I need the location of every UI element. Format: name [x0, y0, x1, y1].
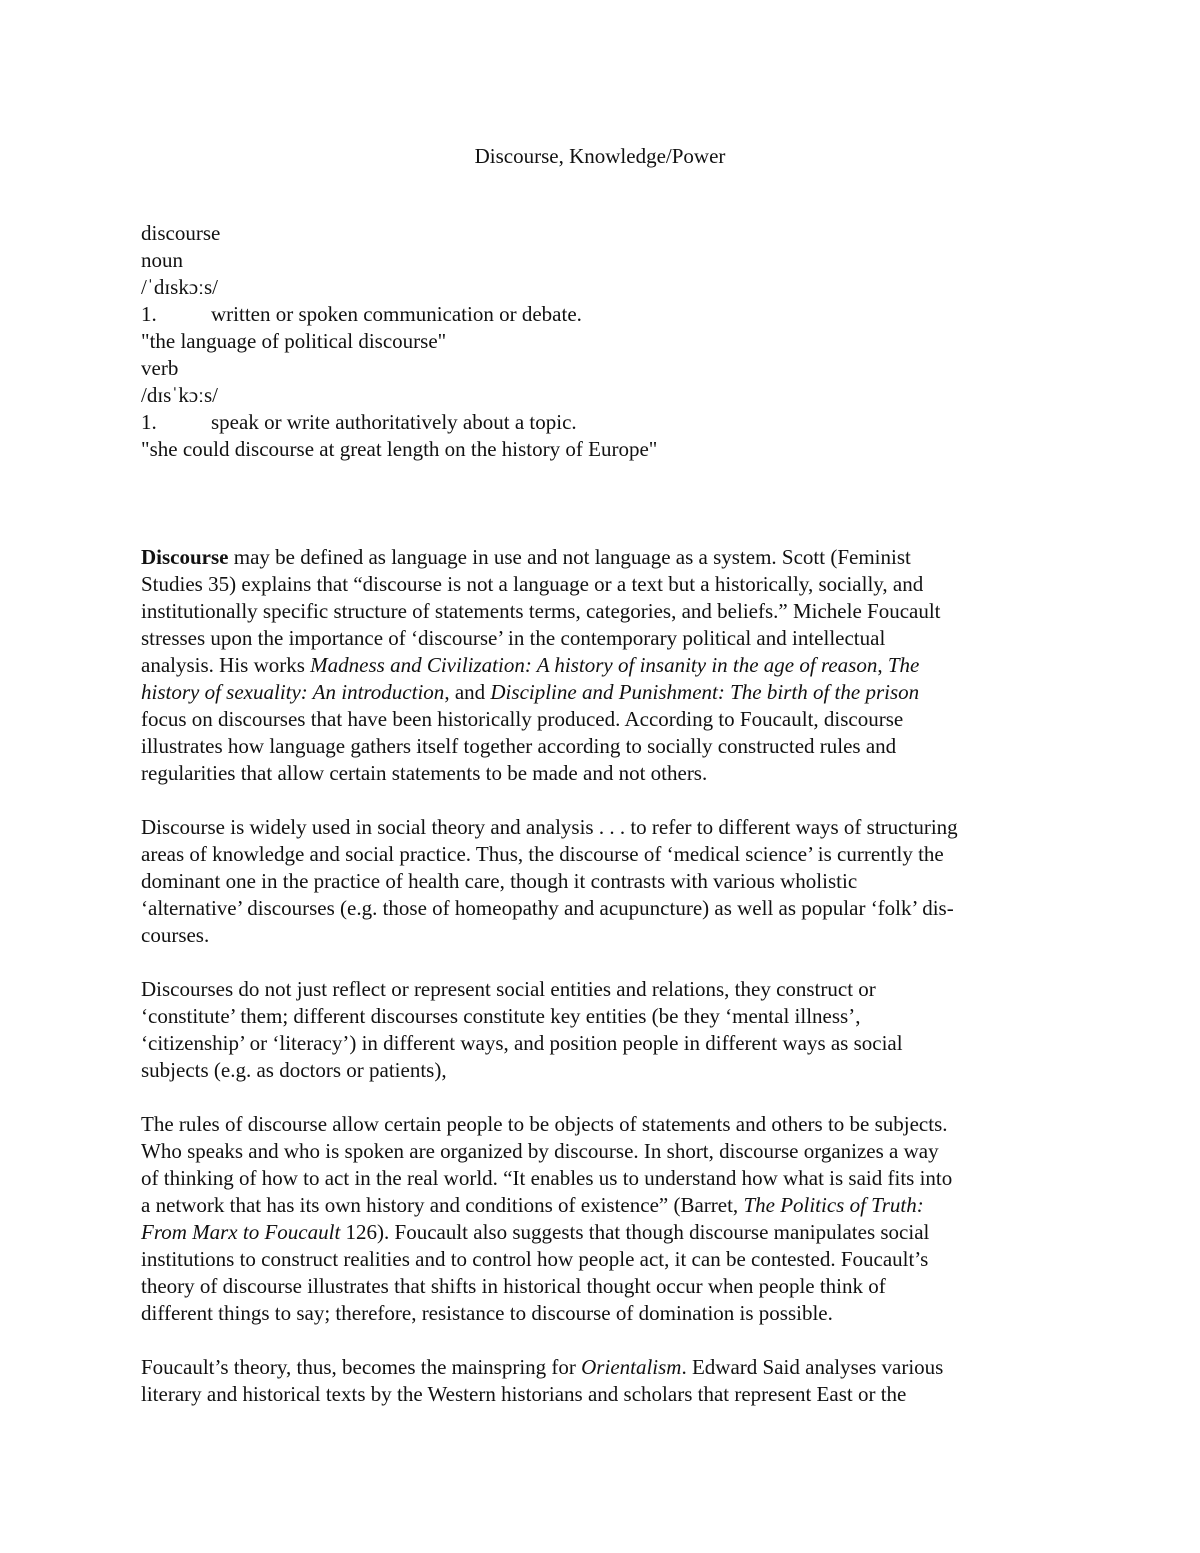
verb-pronunciation: /dɪsˈkɔːs/	[141, 383, 218, 407]
text-line: regularities that allow certain statements to be made and not others.	[141, 761, 708, 785]
italic-title: From Marx to Foucault	[141, 1220, 341, 1244]
bold-term: Discourse	[141, 545, 229, 569]
noun-sense-number: 1.	[141, 302, 157, 326]
text-line: focus on discourses that have been historically produced. According to Foucault, discourse	[141, 707, 904, 731]
paragraph-2	[141, 814, 1066, 949]
verb-sense-number: 1.	[141, 410, 157, 434]
text-span: . Edward Said analyses various	[681, 1355, 944, 1379]
text-line: institutionally specific structure of statements terms, categories, and beliefs.” Michele Foucault	[141, 599, 941, 623]
text-span: may be defined as language in use and not language as a system. Scott (Feminist	[228, 545, 911, 569]
dictionary-definition	[141, 220, 1061, 463]
body-text	[141, 544, 1066, 1435]
italic-title: Orientalism	[581, 1355, 682, 1379]
document-title: Discourse, Knowledge/Power	[474, 144, 726, 168]
paragraph-5	[141, 1354, 1066, 1408]
text-line: The rules of discourse allow certain people to be objects of statements and others to be subjects.	[141, 1112, 948, 1136]
italic-title: Madness and Civilization: A history of insanity in the age of reason	[310, 653, 878, 677]
text-line: dominant one in the practice of health care, though it contrasts with various wholistic	[141, 869, 858, 893]
text-line: ‘alternative’ discourses (e.g. those of homeopathy and acupuncture) as well as popular ‘folk’ dis-	[141, 896, 954, 920]
text-line: different things to say; therefore, resistance to discourse of domination is possible.	[141, 1301, 833, 1325]
verb-label: verb	[141, 356, 179, 380]
italic-title: The	[887, 653, 920, 677]
paragraph-3	[141, 976, 1066, 1084]
text-line: theory of discourse illustrates that shifts in historical thought occur when people think of	[141, 1274, 886, 1298]
text-line: courses.	[141, 923, 210, 947]
text-span: Foucault’s theory, thus, becomes the mainspring for	[141, 1355, 582, 1379]
verb-example: "she could discourse at great length on the history of Europe"	[141, 437, 658, 461]
paragraph-4	[141, 1111, 1066, 1327]
text-line	[141, 1354, 1066, 1381]
text-line: Discourses do not just reflect or represent social entities and relations, they construct or	[141, 977, 876, 1001]
text-line: subjects (e.g. as doctors or patients),	[141, 1058, 447, 1082]
text-line: Discourse is widely used in social theory and analysis . . . to refer to different ways of structuring	[141, 815, 958, 839]
text-line: stresses upon the importance of ‘discourse’ in the contemporary political and intellectual	[141, 626, 886, 650]
text-line	[141, 1219, 1066, 1246]
text-span: 126). Foucault also suggests that though discourse manipulates social	[340, 1220, 930, 1244]
text-line: ‘constitute’ them; different discourses constitute key entities (be they ‘mental illness’,	[141, 1004, 861, 1028]
text-line	[141, 652, 1066, 679]
paragraph-1	[141, 544, 1066, 787]
noun-sense	[141, 301, 1061, 328]
noun-pronunciation: /ˈdɪskɔːs/	[141, 275, 218, 299]
text-line: Who speaks and who is spoken are organized by discourse. In short, discourse organizes a way	[141, 1139, 939, 1163]
noun-sense-text: written or spoken communication or debate.	[211, 302, 582, 326]
text-line: Studies 35) explains that “discourse is not a language or a text but a historically, socially, and	[141, 572, 924, 596]
text-span: analysis. His works	[141, 653, 311, 677]
text-span: , and	[444, 680, 491, 704]
text-span: a network that has its own history and conditions of existence” (Barret,	[141, 1193, 744, 1217]
verb-sense	[141, 409, 1061, 436]
text-line	[141, 679, 1066, 706]
italic-title: Discipline and Punishment: The birth of the prison	[490, 680, 920, 704]
text-line: ‘citizenship’ or ‘literacy’) in different ways, and position people in different ways as social	[141, 1031, 903, 1055]
italic-title: The Politics of Truth:	[743, 1193, 924, 1217]
noun-example: "the language of political discourse"	[141, 329, 447, 353]
noun-label: noun	[141, 248, 183, 272]
text-line: of thinking of how to act in the real world. “It enables us to understand how what is said fits into	[141, 1166, 953, 1190]
text-line	[141, 544, 1066, 571]
text-line: institutions to construct realities and to control how people act, it can be contested. Foucault’s	[141, 1247, 929, 1271]
definition-word: discourse	[141, 221, 221, 245]
text-line: illustrates how language gathers itself together according to socially constructed rules and	[141, 734, 897, 758]
verb-sense-text: speak or write authoritatively about a topic.	[211, 410, 577, 434]
text-span: ,	[877, 653, 888, 677]
text-line	[141, 1192, 1066, 1219]
text-line: literary and historical texts by the Western historians and scholars that represent East or the	[141, 1382, 907, 1406]
italic-title: history of sexuality: An introduction	[141, 680, 445, 704]
text-line: areas of knowledge and social practice. Thus, the discourse of ‘medical science’ is currently the	[141, 842, 944, 866]
